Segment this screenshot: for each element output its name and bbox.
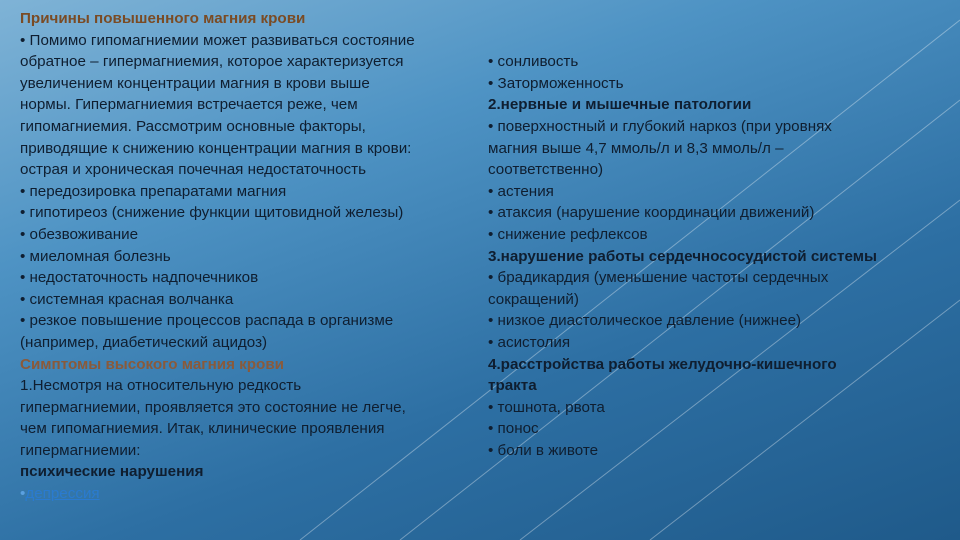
depression-link[interactable]: депрессия [25,485,100,503]
text-line: гипермагниемии, проявляется это состояние не легче, [20,398,406,416]
list-item: • асистолия [488,333,571,351]
section-heading: 3.нарушение работы сердечнососудистой системы [488,247,877,265]
text-line: гипомагниемия. Рассмотрим основные факторы, [20,117,366,135]
text-line: 1.Несмотря на относительную редкость [20,377,302,395]
list-item: • поверхностный и глубокий наркоз (при уровнях [488,117,832,135]
text-line: нормы. Гипермагниемия встречается реже, чем [20,96,358,114]
section-heading: тракта [488,377,537,395]
text-line: чем гипомагниемия. Итак, клинические проявления [20,420,385,438]
text-line: острая и хроническая почечная недостаточность [20,161,367,179]
list-item: • атаксия (нарушение координации движений) [488,204,815,222]
text-line: обратное – гипермагниемия, которое характеризуется [20,53,404,71]
list-item: • снижение рефлексов [488,225,648,243]
section-heading: психические нарушения [20,463,204,481]
list-item: • миеломная болезнь [20,247,171,265]
section-heading: 2.нервные и мышечные патологии [488,96,752,114]
list-item: • понос [488,420,539,438]
left-column [20,8,490,505]
list-item: • системная красная волчанка [20,290,234,308]
text-line: приводящие к снижению концентрации магния в крови: [20,139,412,157]
text-line: магния выше 4,7 ммоль/л и 8,3 ммоль/л – [488,139,784,157]
text-line: соответственно) [488,161,604,179]
list-item: • низкое диастолическое давление (нижнее) [488,312,802,330]
text-line: гипермагниемии: [20,441,141,459]
list-item: • обезвоживание [20,225,139,243]
right-column [488,8,958,461]
list-item: • гипотиреоз (снижение функции щитовидной железы) [20,204,404,222]
list-item: • Заторможенность [488,74,624,92]
text-line: увеличением концентрации магния в крови выше [20,74,370,92]
list-item: • передозировка препаратами магния [20,182,287,200]
list-item: • недостаточность надпочечников [20,269,259,287]
text-line: • Помимо гипомагниемии может развиваться состояние [20,31,415,49]
list-item: • боли в животе [488,441,599,459]
slide-title: Причины повышенного магния крови [20,10,306,27]
link-line [20,483,490,505]
text-line: сокращений) [488,290,579,308]
list-item: • сонливость [488,53,579,71]
symptoms-heading: Симптомы высокого магния крови [20,355,285,373]
section-heading: 4.расстройства работы желудочно-кишечного [488,355,837,373]
bullet: • [20,485,26,503]
list-item: • брадикардия (уменьшение частоты сердечных [488,269,829,287]
list-item: • астения [488,182,554,200]
list-item: • резкое повышение процессов распада в организме [20,312,394,330]
list-item: • тошнота, рвота [488,398,605,416]
text-line: (например, диабетический ацидоз) [20,333,268,351]
